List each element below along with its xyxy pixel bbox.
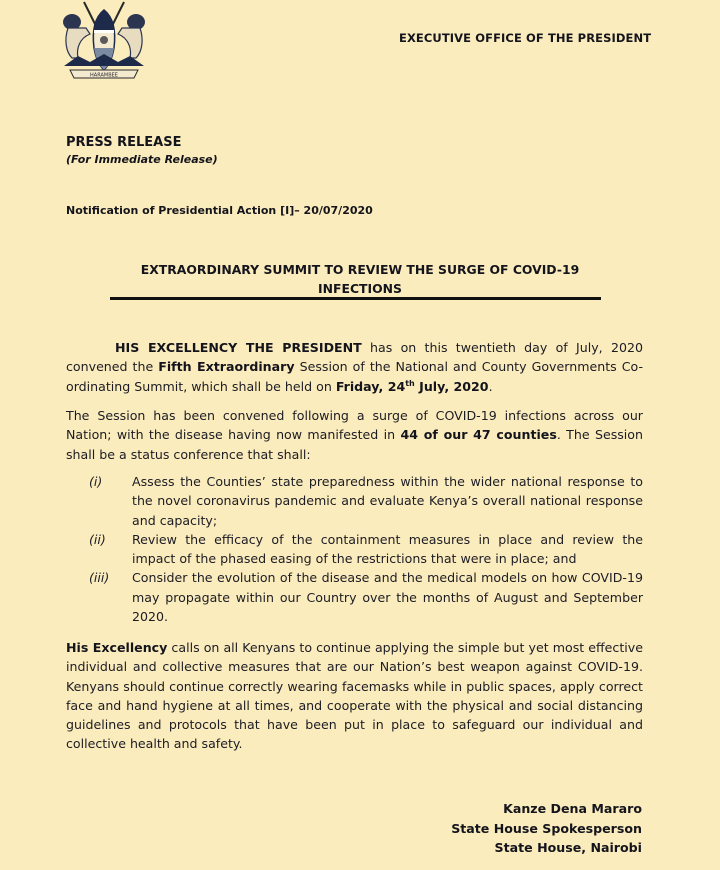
list-number: (iii) [89,570,110,586]
press-release-title: PRESS RELEASE [66,135,182,150]
office-name: EXECUTIVE OFFICE OF THE PRESIDENT [399,31,652,45]
signatory-name: Kanze Dena Mararo [503,801,642,816]
headline-line-2: INFECTIONS [318,281,402,296]
kenya-coat-of-arms-icon [50,0,158,82]
text: July, 2020 [414,378,489,394]
headline [100,260,620,298]
headline-underline [110,297,601,300]
agenda-list [66,472,643,626]
list-item [66,472,643,530]
list-text: Consider the evolution of the disease and the medical models on how COVID-19 may propagate within our Country over the months of August and September 2020. [132,570,643,625]
list-item [66,568,643,626]
signatory-location: State House, Nairobi [494,840,642,855]
emphasis: His Excellency [66,640,168,655]
signature-block [451,799,642,858]
text: has on this twentieth day of July, 2020 convened the [66,340,643,375]
paragraph-convening [66,338,643,396]
list-text: Assess the Counties’ state preparedness within the wider national response to the novel coronavirus pandemic and evaluate Kenya’s overall national response and capacity; [132,474,643,528]
summit-date [336,379,489,394]
press-release-subtitle: (For Immediate Release) [66,153,218,166]
paragraph-session [66,406,643,464]
list-item [66,530,643,569]
text: . [488,378,493,394]
text: The Session has been convened following a surge of COVID-19 infections across our Nation; with the disease having now manifested in [66,408,643,443]
emphasis: 44 of our 47 counties [400,427,557,443]
emphasis: Fifth Extraordinary [158,359,295,375]
ordinal-suffix: th [405,378,415,388]
svg-text:HARAMBEE: HARAMBEE [90,72,118,79]
signatory-role: State House Spokesperson [451,820,642,836]
emphasis: HIS EXCELLENCY THE PRESIDENT [115,340,362,355]
list-number: (i) [89,474,103,489]
notification-line: Notification of Presidential Action [I]– 20/07/2020 [66,204,373,217]
text: Friday, 24 [335,378,406,394]
list-number: (ii) [89,531,106,547]
paragraph-call-to-action [66,638,643,754]
text: Session of the National and County Governments Co-ordinating Summit, which shall be held on [66,359,643,394]
headline-line-1: EXTRAORDINARY SUMMIT TO REVIEW THE SURGE OF COVID-19 [140,262,580,277]
list-text: Review the efficacy of the containment measures in place and review the impact of the phased easing of the restrictions that were in place; and [132,531,643,567]
text: calls on all Kenyans to continue applying the simple but yet most effective individual and collective measures that are our Nation’s best weapon against COVID-19. Kenyans should continue correctly wearing facemasks while in public spaces, apply correct face and hand hygiene at all times, and cooperate with the physical and social distancing guidelines and protocols that have been put in place to safeguard our individual and collective health and safety. [66,640,643,752]
text: . The Session shall be a status conference that shall: [66,427,643,462]
